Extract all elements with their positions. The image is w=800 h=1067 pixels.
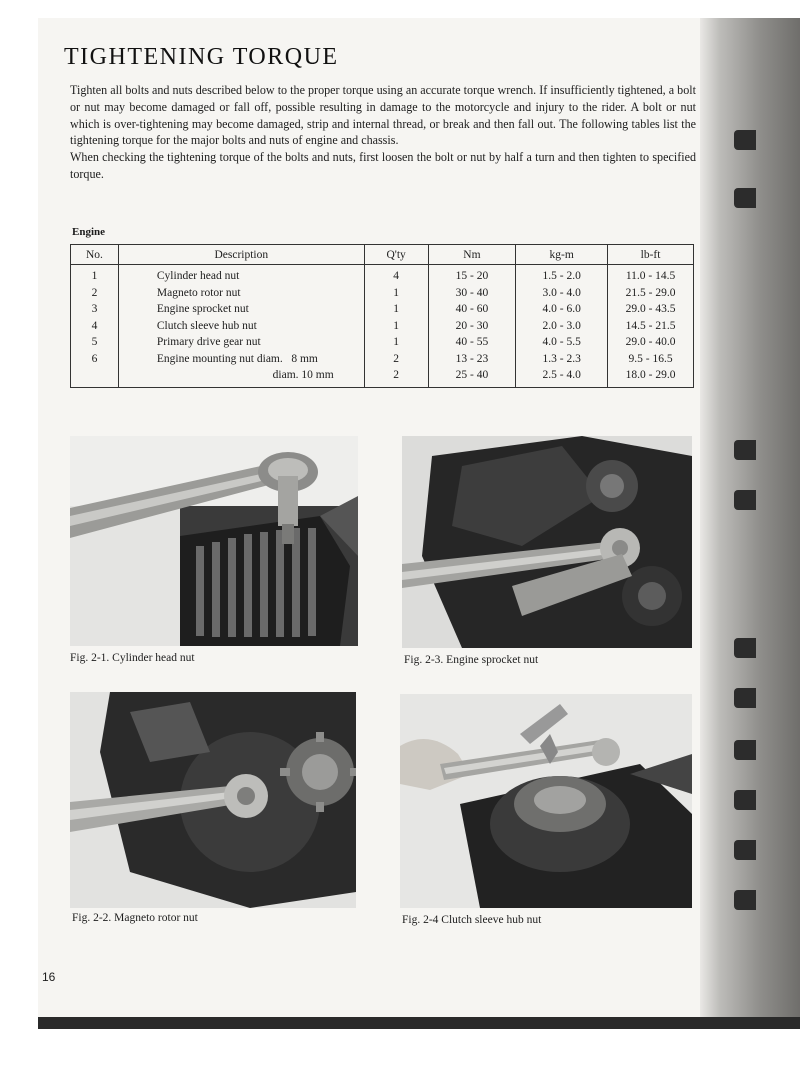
column-header: Nm	[428, 245, 516, 265]
table-cell: Engine mounting nut diam. 8 mm	[118, 351, 364, 368]
index-tab	[734, 840, 756, 860]
table-cell: 29.0 - 40.0	[608, 334, 694, 351]
table-cell: 29.0 - 43.5	[608, 301, 694, 318]
table-cell: 30 - 40	[428, 285, 516, 302]
clutch-sleeve-hub-photo-illustration	[400, 694, 692, 908]
table-cell: Clutch sleeve hub nut	[118, 318, 364, 335]
table-cell: 4.0 - 5.5	[516, 334, 608, 351]
table-cell: 2.5 - 4.0	[516, 367, 608, 387]
table-cell: Primary drive gear nut	[118, 334, 364, 351]
index-tab	[734, 790, 756, 810]
table-cell: 1.3 - 2.3	[516, 351, 608, 368]
table-row	[71, 318, 694, 335]
table-cell: 13 - 23	[428, 351, 516, 368]
column-header: Q'ty	[364, 245, 428, 265]
page-edge-shadow	[700, 18, 800, 1023]
bottom-border	[38, 1017, 800, 1029]
figure-photo-engine-sprocket	[402, 436, 692, 648]
table-cell: 2.0 - 3.0	[516, 318, 608, 335]
table-row	[71, 334, 694, 351]
table-cell: 2	[364, 367, 428, 387]
table-cell: 40 - 60	[428, 301, 516, 318]
index-tab	[734, 188, 756, 208]
table-row	[71, 285, 694, 302]
table-cell: 1	[364, 334, 428, 351]
table-row	[71, 265, 694, 285]
cylinder-head-photo-illustration	[70, 436, 358, 646]
intro-paragraph: Tighten all bolts and nuts described below to the proper torque using an accurate torque wrench. If insufficiently tightened, a bolt or nut may become damaged or fall off, possible resulting in damage to the motorcycle and injury to the rider. A bolt or nut which is over-tightening may become damaged, strip and internal thread, or break and then fall out. The following tables list the tightening torque for the major bolts and nuts of engine and chassis.	[70, 83, 696, 148]
table-cell: 5	[71, 334, 119, 351]
table-cell: 20 - 30	[428, 318, 516, 335]
table-cell: diam. 10 mm	[118, 367, 364, 387]
table-cell: 9.5 - 16.5	[608, 351, 694, 368]
table-cell: 1	[71, 265, 119, 285]
figure-caption: Fig. 2-2. Magneto rotor nut	[72, 912, 198, 924]
engine-sprocket-photo-illustration	[402, 436, 692, 648]
table-cell: 14.5 - 21.5	[608, 318, 694, 335]
column-header: lb-ft	[608, 245, 694, 265]
intro-text	[70, 82, 696, 183]
table-cell	[71, 367, 119, 387]
table-cell: 21.5 - 29.0	[608, 285, 694, 302]
table-cell: Engine sprocket nut	[118, 301, 364, 318]
table-cell: Cylinder head nut	[118, 265, 364, 285]
table-cell: 4.0 - 6.0	[516, 301, 608, 318]
table-cell: 18.0 - 29.0	[608, 367, 694, 387]
index-tab	[734, 440, 756, 460]
table-cell: 4	[364, 265, 428, 285]
figure-photo-magneto-rotor	[70, 692, 356, 908]
figure-caption: Fig. 2-4 Clutch sleeve hub nut	[402, 914, 542, 926]
index-tab	[734, 688, 756, 708]
table-cell: 1	[364, 318, 428, 335]
column-header: kg-m	[516, 245, 608, 265]
table-cell: 1	[364, 301, 428, 318]
table-row	[71, 301, 694, 318]
column-header: Description	[118, 245, 364, 265]
magneto-rotor-photo-illustration	[70, 692, 356, 908]
table-cell: 3.0 - 4.0	[516, 285, 608, 302]
table-cell: 40 - 55	[428, 334, 516, 351]
table-cell: 2	[71, 285, 119, 302]
table-cell: 3	[71, 301, 119, 318]
table-cell: 15 - 20	[428, 265, 516, 285]
section-label-engine: Engine	[72, 226, 106, 238]
table-cell: 2	[364, 351, 428, 368]
index-tab	[734, 130, 756, 150]
index-tab	[734, 638, 756, 658]
figure-photo-cylinder-head	[70, 436, 358, 646]
index-tab	[734, 490, 756, 510]
table-header-row	[71, 245, 694, 265]
table-cell: 11.0 - 14.5	[608, 265, 694, 285]
index-tab	[734, 890, 756, 910]
table-cell: 4	[71, 318, 119, 335]
figure-caption: Fig. 2-1. Cylinder head nut	[70, 652, 195, 664]
table-row	[71, 367, 694, 387]
table-cell: 1.5 - 2.0	[516, 265, 608, 285]
page-number: 16	[42, 970, 56, 984]
table-cell: 1	[364, 285, 428, 302]
figure-photo-clutch-sleeve-hub	[400, 694, 692, 908]
table-cell: 25 - 40	[428, 367, 516, 387]
index-tab	[734, 740, 756, 760]
table-cell: 6	[71, 351, 119, 368]
page-title: TIGHTENING TORQUE	[64, 44, 339, 70]
figure-caption: Fig. 2-3. Engine sprocket nut	[404, 654, 539, 666]
torque-table	[70, 244, 694, 388]
column-header: No.	[71, 245, 119, 265]
table-cell: Magneto rotor nut	[118, 285, 364, 302]
table-row	[71, 351, 694, 368]
intro-paragraph: When checking the tightening torque of the bolts and nuts, first loosen the bolt or nut by half a turn and then tighten to specified torque.	[70, 150, 696, 181]
